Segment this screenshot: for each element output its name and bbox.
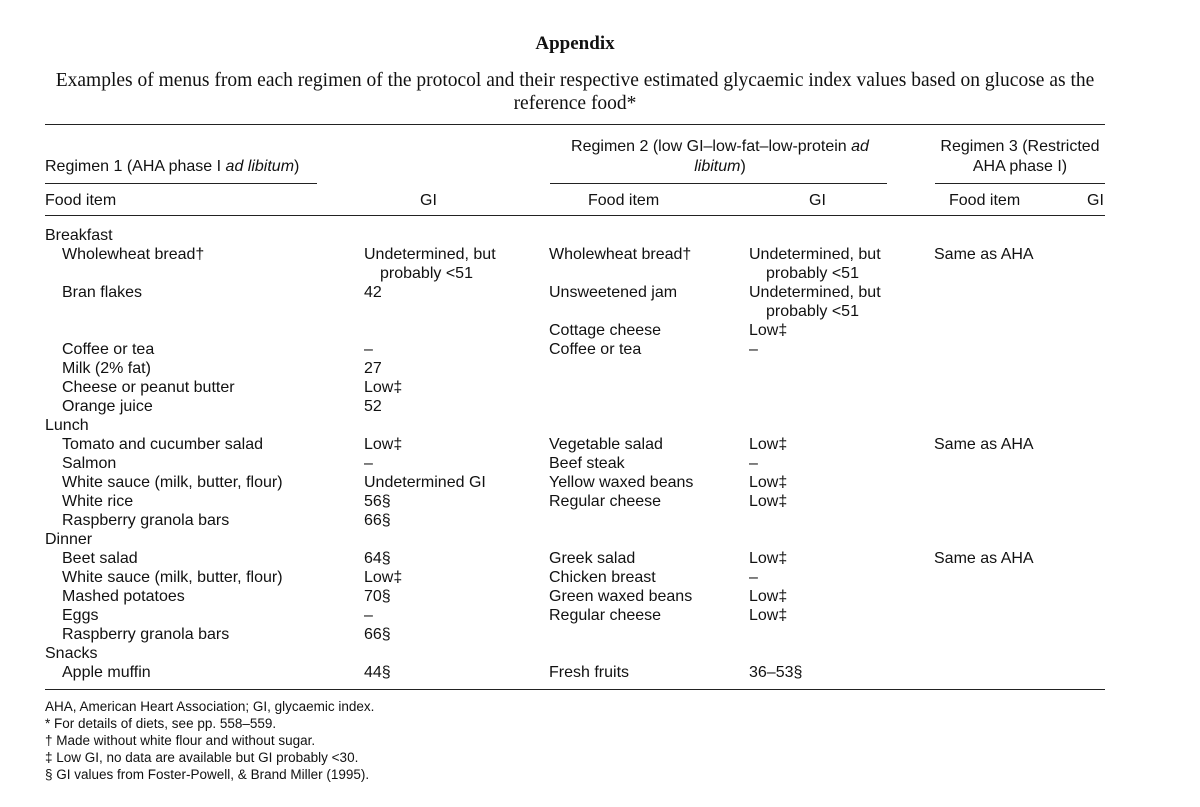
cell-r1-gi: – bbox=[364, 341, 373, 358]
cell-r1-gi: 66§ bbox=[364, 626, 391, 643]
cell-r1-food: Raspberry granola bars bbox=[62, 512, 230, 529]
col-header-r1-food: Food item bbox=[45, 192, 117, 209]
cell-r1-gi: 52 bbox=[364, 398, 382, 415]
cell-r1-food: Beet salad bbox=[62, 550, 138, 567]
cell-r1-gi: 66§ bbox=[364, 512, 391, 529]
cell-r1-gi: – bbox=[364, 455, 373, 472]
cell-r1-food: Salmon bbox=[62, 455, 117, 472]
cell-r1-food: Coffee or tea bbox=[62, 341, 155, 358]
cell-r3-food: Same as AHA bbox=[934, 550, 1034, 567]
cell-r2-gi: – bbox=[749, 341, 758, 358]
section-label: Dinner bbox=[45, 531, 93, 548]
cell-r2-food: Coffee or tea bbox=[549, 341, 642, 358]
col-header-r2-food: Food item bbox=[588, 192, 660, 209]
cell-r1-gi: Low‡ bbox=[364, 379, 403, 396]
cell-r1-gi: 56§ bbox=[364, 493, 391, 510]
table-bottom-rule bbox=[45, 689, 1105, 690]
cell-r1-food: Bran flakes bbox=[62, 284, 143, 301]
cell-r2-gi: Low‡ bbox=[749, 322, 788, 339]
cell-r2-food: Vegetable salad bbox=[549, 436, 663, 453]
cell-r1-gi: 70§ bbox=[364, 588, 391, 605]
cell-r1-gi: 64§ bbox=[364, 550, 391, 567]
section-label: Lunch bbox=[45, 417, 89, 434]
regimen-3-rule bbox=[935, 183, 1105, 184]
cell-r2-gi: probably <51 bbox=[766, 265, 859, 282]
cell-r1-gi: 42 bbox=[364, 284, 382, 301]
cell-r1-food: Apple muffin bbox=[62, 664, 151, 681]
regimen-3-header: Regimen 3 (Restricted AHA phase I) bbox=[940, 138, 1100, 175]
cell-r2-gi: Low‡ bbox=[749, 474, 788, 491]
footnote-section: § GI values from Foster-Powell, & Brand Miller (1995). bbox=[45, 767, 370, 782]
cell-r2-food: Regular cheese bbox=[549, 493, 662, 510]
footnote-abbreviations: AHA, American Heart Association; GI, glycaemic index. bbox=[45, 699, 375, 714]
cell-r2-gi: Undetermined, but bbox=[749, 246, 881, 263]
regimen-1-rule bbox=[45, 183, 317, 184]
cell-r1-gi: 27 bbox=[364, 360, 382, 377]
cell-r1-gi: – bbox=[364, 607, 373, 624]
cell-r2-food: Beef steak bbox=[549, 455, 625, 472]
table-top-rule bbox=[45, 124, 1105, 125]
cell-r1-gi: Undetermined GI bbox=[364, 474, 486, 491]
cell-r1-food: White sauce (milk, butter, flour) bbox=[62, 474, 283, 491]
col-header-r2-gi: GI bbox=[809, 192, 826, 209]
cell-r2-gi: Low‡ bbox=[749, 550, 788, 567]
cell-r2-gi: probably <51 bbox=[766, 303, 859, 320]
footnotes bbox=[45, 698, 374, 783]
cell-r2-gi: Undetermined, but bbox=[749, 284, 881, 301]
regimen-1-header: Regimen 1 (AHA phase I ad libitum) bbox=[45, 158, 300, 175]
cell-r2-food: Chicken breast bbox=[549, 569, 656, 586]
cell-r2-gi: Low‡ bbox=[749, 607, 788, 624]
section-label: Breakfast bbox=[45, 227, 113, 244]
section-label: Snacks bbox=[45, 645, 98, 662]
cell-r2-food: Yellow waxed beans bbox=[549, 474, 694, 491]
cell-r1-gi: probably <51 bbox=[380, 265, 473, 282]
cell-r1-food: Tomato and cucumber salad bbox=[62, 436, 263, 453]
cell-r2-gi: Low‡ bbox=[749, 493, 788, 510]
cell-r2-food: Greek salad bbox=[549, 550, 636, 567]
cell-r1-gi: Low‡ bbox=[364, 436, 403, 453]
cell-r1-food: Wholewheat bread† bbox=[62, 246, 205, 263]
cell-r2-food: Wholewheat bread† bbox=[549, 246, 692, 263]
footnote-double-dagger: ‡ Low GI, no data are available but GI probably <30. bbox=[45, 750, 359, 765]
footnote-asterisk: * For details of diets, see pp. 558–559. bbox=[45, 716, 277, 731]
cell-r1-food: Cheese or peanut butter bbox=[62, 379, 235, 396]
cell-r2-food: Unsweetened jam bbox=[549, 284, 678, 301]
cell-r2-food: Cottage cheese bbox=[549, 322, 662, 339]
cell-r2-gi: 36–53§ bbox=[749, 664, 803, 681]
cell-r1-gi: 44§ bbox=[364, 664, 391, 681]
cell-r1-food: Raspberry granola bars bbox=[62, 626, 230, 643]
cell-r2-gi: – bbox=[749, 569, 758, 586]
cell-r1-food: Eggs bbox=[62, 607, 99, 624]
cell-r1-food: White rice bbox=[62, 493, 134, 510]
regimen-2-header: Regimen 2 (low GI–low-fat–low-protein ad libitum) bbox=[571, 138, 869, 175]
col-header-r3-gi: GI bbox=[1087, 192, 1104, 209]
table-caption: Examples of menus from each regimen of the protocol and their respective estimated glycaemic index values based on glucose as the reference food* bbox=[55, 70, 1095, 114]
col-header-r1-gi: GI bbox=[420, 192, 437, 209]
cell-r1-gi: Undetermined, but bbox=[364, 246, 496, 263]
cell-r1-gi: Low‡ bbox=[364, 569, 403, 586]
cell-r2-food: Fresh fruits bbox=[549, 664, 630, 681]
regimen-2-rule bbox=[550, 183, 887, 184]
cell-r2-food: Regular cheese bbox=[549, 607, 662, 624]
cell-r2-gi: Low‡ bbox=[749, 588, 788, 605]
col-header-r3-food: Food item bbox=[949, 192, 1021, 209]
footnote-dagger: † Made without white flour and without sugar. bbox=[45, 733, 316, 748]
cell-r1-food: Milk (2% fat) bbox=[62, 360, 151, 377]
cell-r1-food: White sauce (milk, butter, flour) bbox=[62, 569, 283, 586]
cell-r1-food: Orange juice bbox=[62, 398, 153, 415]
cell-r3-food: Same as AHA bbox=[934, 436, 1034, 453]
appendix-title: Appendix bbox=[535, 33, 615, 54]
cell-r3-food: Same as AHA bbox=[934, 246, 1034, 263]
header-bottom-rule bbox=[45, 215, 1105, 216]
cell-r1-food: Mashed potatoes bbox=[62, 588, 185, 605]
cell-r2-gi: – bbox=[749, 455, 758, 472]
cell-r2-food: Green waxed beans bbox=[549, 588, 693, 605]
cell-r2-gi: Low‡ bbox=[749, 436, 788, 453]
